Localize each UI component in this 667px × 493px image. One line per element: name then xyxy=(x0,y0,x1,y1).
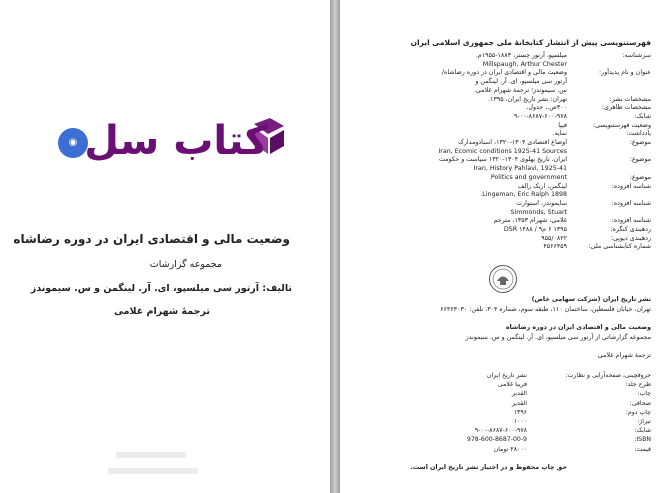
book-title: وضعیت مالی و اقتصادی ایران در دوره رضاشاه xyxy=(13,232,290,246)
site-logo[interactable] xyxy=(58,112,268,182)
cip-label: شناسه افزوده: xyxy=(611,217,651,225)
publisher-seal-icon xyxy=(488,264,518,294)
credit-value: ۹-۰۰-۸۶۸۷-۶۰۰-۹۷۸ xyxy=(474,427,527,435)
cip-label: مشخصات نشر: xyxy=(609,95,651,103)
cip-value: فیپا xyxy=(558,121,567,129)
cip-value: ۹-۰۰-۸۶۸۷-۶۰۰-۹۷۸ xyxy=(513,112,567,120)
cip-label: موضوع: xyxy=(629,173,651,181)
cip-value: لینگمن، اریک رالف xyxy=(517,182,567,190)
cip-label: شناسه افزوده: xyxy=(611,182,651,190)
credit-value: نشر تاریخ ایران xyxy=(486,372,527,379)
cip-value: ایران، تاریخ پهلوی ۱۳۰۴-۱۳۲۰ سیاست و حکومت xyxy=(439,156,567,164)
colophon-title: وضعیت مالی و اقتصادی ایران در دوره رضاشاه xyxy=(505,324,651,331)
cip-label: شناسه افزوده: xyxy=(611,199,651,207)
cip-value: وضعیت مالی و اقتصادی ایران در دوره رضاشاه/ xyxy=(441,69,567,77)
cip-value: Millspaugh, Arthur Chester xyxy=(482,60,567,68)
logo-text-sub: سل xyxy=(84,118,160,164)
credit-label: طرح جلد: xyxy=(625,381,651,389)
credit-label: حروفچینی، صفحه‌آرایی و نظارت: xyxy=(565,372,651,379)
book-subtitle: مجموعه گزارشات xyxy=(149,259,222,270)
faint-mark xyxy=(108,468,198,474)
credit-label: تیراژ: xyxy=(637,418,651,425)
right-page xyxy=(340,0,667,493)
cip-value: اوضاع اقتصادی ۱۳۰۴-۱۳۲۰، اسنادومدارک xyxy=(458,139,567,146)
credit-label: صحافی: xyxy=(629,399,651,407)
cip-label: یادداشت: xyxy=(626,130,651,138)
credit-label: شابک: xyxy=(634,427,651,435)
book-translator: ترجمهٔ شهرام غلامی xyxy=(113,306,210,317)
logo-text xyxy=(84,118,268,164)
credit-label: قیمت: xyxy=(634,445,651,453)
cip-value: Lingeman, Eric Ralph 1898. xyxy=(480,191,567,199)
credit-label: ISBN: xyxy=(634,436,651,444)
cip-value: Simmonds, Stuart xyxy=(510,208,567,216)
cip-value: ۱۳۹۵ ۶ م۹ / ۱۴۸۸ DSR xyxy=(503,226,567,233)
cip-title: فهرستنویسی پیش از انتشار کتابخانهٔ ملی جمهوری اسلامی ایران xyxy=(410,38,651,47)
cip-label: موضوع: xyxy=(629,139,651,146)
credit-value: 978-600-8687-00-9 xyxy=(466,436,527,444)
globe-icon: ◉ xyxy=(58,128,88,158)
colophon-collection: مجموعه گزارشاتی از آرتور سی میلسپو، ای. آر. لینگمن و س. سیموندز xyxy=(465,334,651,341)
credit-value: القدیر xyxy=(511,390,527,398)
credit-value: ۲۸۰۰۰ تومان xyxy=(493,445,527,453)
cip-label: موضوع: xyxy=(629,156,651,164)
cip-value: میلسپو، آرتور چستر، ۱۸۸۳-۱۹۵۵م. xyxy=(475,52,567,59)
cip-label: ردهبندی دیویی: xyxy=(610,234,651,242)
credit-label: چاپ دوم: xyxy=(625,408,651,416)
book-authors: تالیف: آرتور سی میلسپو، ای. آر. لینگمن و س. سیموندز xyxy=(30,283,292,294)
cip-value: Politics and government xyxy=(490,173,567,181)
publisher-address: تهران، خیابان فلسطین، ساختمان ۱۱۰، طبقه سوم، شماره ۳۰۴، تلفن: ۶۶۴۶۳۰۳۰ xyxy=(440,306,651,313)
cip-value: س. سیموندز؛ ترجمهٔ شهرام غلامی. xyxy=(474,86,567,94)
cip-value: Iran, History Pahlavi, 1925-41 xyxy=(473,165,567,173)
faint-mark xyxy=(116,452,186,458)
cip-value: غلامی، شهرام ۱۳۵۳، مترجم xyxy=(493,217,567,225)
cip-label: مشخصات ظاهری: xyxy=(601,104,651,112)
cip-value: آرتور سی میلسپو، ای. آر. لینگمن و xyxy=(475,78,567,86)
credit-label: چاپ: xyxy=(637,390,651,398)
cip-value: تهران: نشر تاریخ ایران، ۱۳۹۵. xyxy=(488,95,567,103)
cip-label: وضعیت فهرستنویسی: xyxy=(593,121,651,129)
credit-value: ۱۳۹۶ xyxy=(513,408,527,416)
cip-value: سایموندز، استوارت xyxy=(516,199,567,207)
credit-value: القدیر xyxy=(511,399,527,407)
rights-notice: حق چاپ محفوظ و در اختیار نشر تاریخ ایران است. xyxy=(410,464,567,471)
credit-value: ۱۰۰۰ xyxy=(513,418,527,425)
credit-value: فریبا غلامی xyxy=(497,381,527,389)
cip-label: سرشناسه: xyxy=(622,52,651,59)
cip-label: عنوان و نام پدیدآور: xyxy=(599,69,651,77)
cip-label: شابک: xyxy=(634,112,651,120)
logo-text-main: کتاب xyxy=(173,118,268,164)
cip-label: شماره کتابشناسی ملی: xyxy=(588,243,651,251)
left-page xyxy=(0,0,330,493)
cip-label: ردهبندی کنگره: xyxy=(610,226,651,233)
cip-value: Iran, Ecomic conditions 1925-41 Sources xyxy=(438,147,567,155)
cip-value: ۴۵۶۶۴۵۹ xyxy=(543,243,567,251)
cip-value: ۳۰۰ص.، جدول. xyxy=(526,104,567,112)
publisher-name: نشر تاریخ ایران (شرکت سهامی خاص) xyxy=(531,296,651,303)
book-gutter xyxy=(330,0,340,493)
cip-value: نمایه. xyxy=(552,130,567,138)
cip-value: ۹۵۵/۰۸۲۲ xyxy=(541,234,567,242)
colophon-translator: ترجمهٔ شهرام غلامی xyxy=(597,352,651,359)
